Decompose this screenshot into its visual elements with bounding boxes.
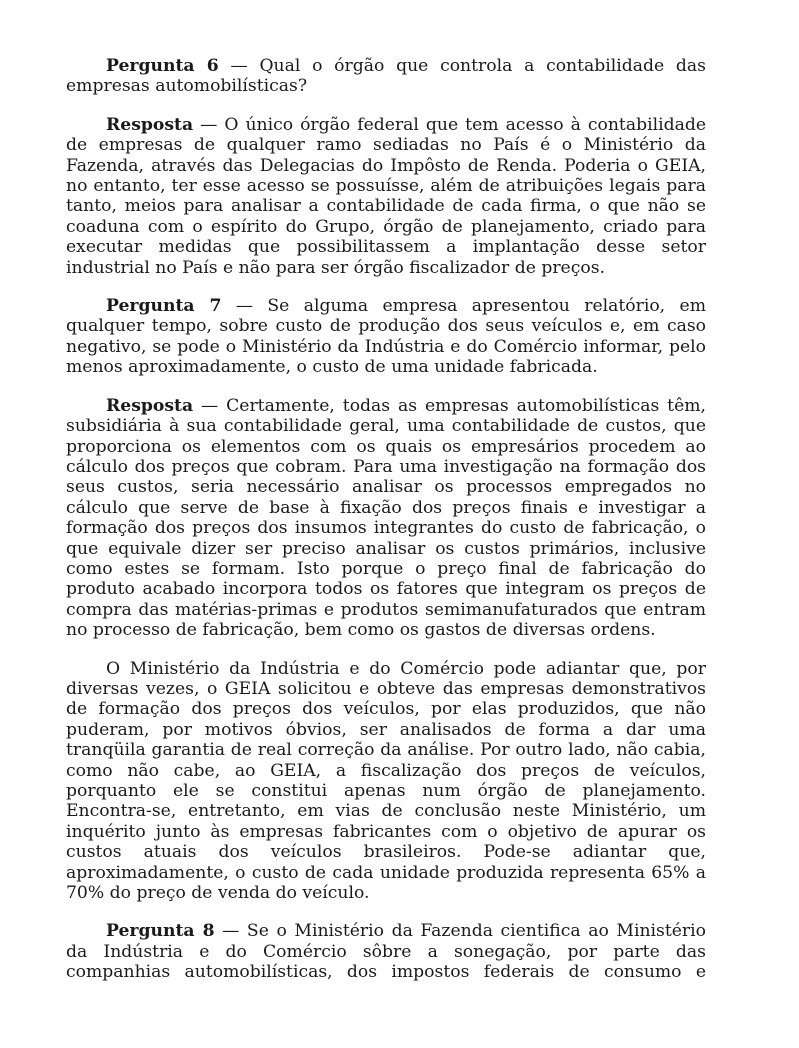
question-7	[66, 296, 706, 378]
answer-6	[66, 115, 706, 278]
answer-text: — O único órgão federal que tem acesso à contabilidade de empresas de qualquer ramo sediadas no País é o Ministério da Fazenda, através das Delegacias do Impôsto de Renda. Poderia o GEIA, no entanto, ter esse acesso se possuísse, além de atribuições legais para tanto, meios para analisar a contabilidade de cada firma, o que não se coaduna com o espírito do Grupo, órgão de planejamento, criado para executar medidas que possibilitassem a implantação desse setor industrial no País e não para ser órgão fiscalizador de preços.	[66, 114, 706, 278]
answer-label: Resposta	[106, 114, 194, 135]
question-text: — Qual o órgão que controla a contabilidade das empresas automobilísticas?	[66, 56, 706, 97]
question-label: Pergunta 8	[106, 921, 215, 942]
answer-label: Resposta	[106, 395, 194, 416]
question-text: — Se o Ministério da Fazenda cientifica ao Ministério da Indústria e do Comércio sôbre a sonegação, por parte das companhias automobilísticas, dos impostos federais de consumo e	[66, 921, 706, 983]
paragraph-text: O Ministério da Indústria e do Comércio pode adiantar que, por diversas vezes, o GEIA solicitou e obteve das empresas demonstrativos de formação dos preços dos veículos, por elas produzidos, que não puderam, por motivos óbvios, ser analisados de forma a dar uma tranqüila garantia de real correção da análise. Por outro lado, não cabia, como não cabe, ao GEIA, a fiscalização dos preços de veículos, porquanto ele se constitui apenas num órgão de planejamento. Encontra-se, entretanto, em vias de conclusão neste Ministério, um inquérito junto às empresas fabricantes com o objetivo de apurar os custos atuais dos veículos brasileiros. Pode-se adiantar que, aproximadamente, o custo de cada unidade produzida representa 65% a 70% do preço de venda do veículo.	[66, 658, 706, 904]
question-8	[66, 921, 706, 982]
answer-7	[66, 396, 706, 641]
ministry-paragraph	[66, 659, 706, 904]
document-page	[66, 56, 706, 983]
answer-text: — Certamente, todas as empresas automobilísticas têm, subsidiária à sua contabilidade geral, uma contabilidade de custos, que proporciona os elementos com os quais os empresários procedem ao cálculo dos preços que cobram. Para uma investigação na formação dos seus custos, seria necessário analisar os processos empregados no cálculo que serve de base à fixação dos preços finais e investigar a formação dos preços dos insumos integrantes do custo de fabricação, o que equivale dizer ser preciso analisar os custos primários, inclusive como estes se formam. Isto porque o preço final de fabricação do produto acabado incorpora todos os fatores que integram os preços de compra das matérias-primas e produtos semimanufaturados que entram no processo de fabricação, bem como os gastos de diversas ordens.	[66, 395, 706, 641]
question-6	[66, 56, 706, 97]
question-text: — Se alguma empresa apresentou relatório, em qualquer tempo, sobre custo de produção dos seus veículos e, em caso negativo, se pode o Ministério da Indústria e do Comércio informar, pelo menos aproximadamente, o custo de uma unidade fabricada.	[66, 296, 706, 378]
question-label: Pergunta 7	[106, 296, 222, 317]
question-label: Pergunta 6	[106, 56, 219, 76]
